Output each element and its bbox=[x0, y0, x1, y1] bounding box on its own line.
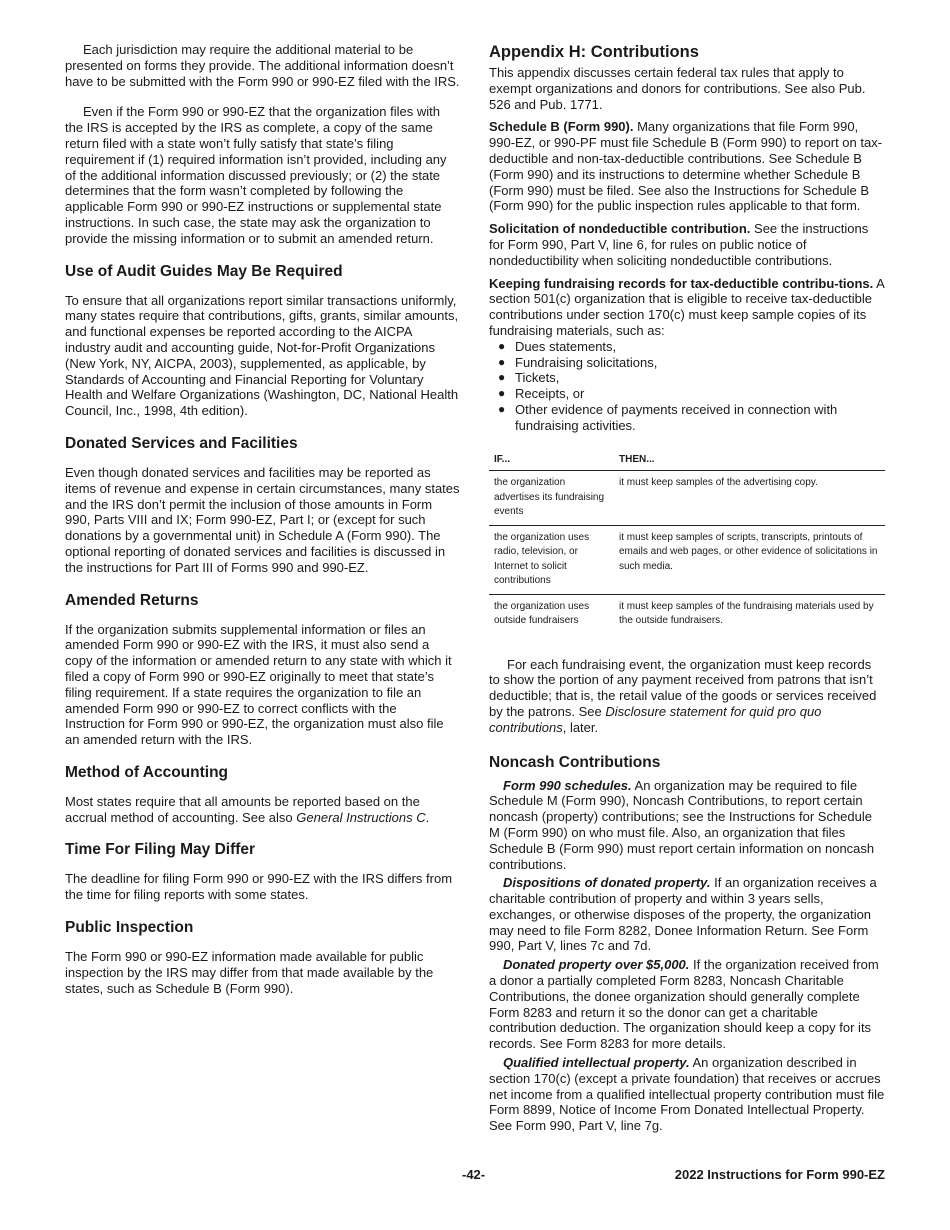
amended-returns-text: If the organization submits supplemental information or files an amended Form 990 or 990-EZ with the IRS, it must also send a copy of the information or amended return to any state with which it filed a copy of Form 990 or 990-EZ originally to meet that state’s filing requirement. If a state requires the organization to file an amended Form 990 or 990-EZ to correct conflicts with the Instruction for Form 990 or 990-EZ, the organization must also file an amended return with the IRS. bbox=[65, 621, 452, 748]
bullet-icon: ● bbox=[498, 401, 506, 416]
keeping-records-paragraph: Keeping fundraising records for tax-deductible contribu-tions. A section 501(c) organization that is eligible to receive tax-deductible contributions under section 170(c) must keep sample copies of its fundraising materials, such as: bbox=[489, 275, 885, 338]
intro-paragraph-1: Each jurisdiction may require the additional material to be presented on forms they provide. The additional information doesn’t have to be submitted with the Form 990 or 990-EZ filed with the IRS. bbox=[65, 42, 460, 89]
fundraising-event-paragraph: For each fundraising event, the organization must keep records to show the portion of any payment received from patrons that isn’t deductible; that is, the retail value of the goods or services received by the patrons. See Disclosure statement for quid pro quo contributions, later. bbox=[489, 656, 877, 735]
list-item: ● Fundraising solicitations, bbox=[498, 354, 658, 370]
donated-services-heading: Donated Services and Facilities bbox=[65, 434, 298, 452]
if-cell: the organization advertises its fundraising events bbox=[489, 471, 614, 526]
then-column-header: THEN... bbox=[614, 453, 885, 471]
donated-property-paragraph: Donated property over $5,000. If the organization received from a donor a partially completed Form 8283, Noncash Charitable Contributions, the donee organization should generally complete Form 8283 and return it so the donor can get a charitable contribution deduction. The organization should keep a copy for its records. See Form 8283 for more details. bbox=[489, 957, 879, 1052]
then-cell: it must keep samples of scripts, transcripts, printouts of emails and web pages, or other evidence of solicitations in such media. bbox=[614, 525, 885, 594]
bullet-icon: ● bbox=[498, 338, 506, 353]
if-cell: the organization uses outside fundraisers bbox=[494, 600, 590, 627]
amended-returns-heading: Amended Returns bbox=[65, 591, 199, 609]
general-instructions-reference: General Instructions C bbox=[296, 809, 426, 825]
solicitation-paragraph: Solicitation of nondeductible contribution. See the instructions for Form 990, Part V, line 6, for rules on public notice of nondeductibility when soliciting nondeductible contributions. bbox=[489, 221, 869, 268]
keeping-records-lead: Keeping fundraising records for tax-deductible contribu-tions. bbox=[489, 275, 874, 291]
intellectual-property-paragraph: Qualified intellectual property. An organization described in section 170(c) (except a private foundation) that receives or accrues net income from a qualified intellectual property contribution must file Form 8899, Notice of Income From Donated Intellectual Property. See Form 990, Part V, line 7g. bbox=[489, 1055, 885, 1134]
time-filing-heading: Time For Filing May Differ bbox=[65, 841, 256, 859]
noncash-contributions-heading: Noncash Contributions bbox=[489, 753, 661, 771]
intellectual-property-lead: Qualified intellectual property. bbox=[503, 1055, 690, 1071]
method-accounting-heading: Method of Accounting bbox=[65, 763, 229, 781]
list-item: ● Dues statements, bbox=[498, 338, 617, 354]
public-inspection-heading: Public Inspection bbox=[65, 919, 194, 937]
audit-guides-heading: Use of Audit Guides May Be Required bbox=[65, 262, 343, 280]
form-990-schedules-paragraph: Form 990 schedules. An organization may be required to file Schedule M (Form 990), Noncash Contributions, to report certain noncash (property) contributions; see the Instructions for Schedule M (Form 990) on who must file. Also, an organization that files Schedule B (Form 990) must report certain information on noncash contributions. bbox=[489, 777, 875, 872]
bullet-icon: ● bbox=[498, 370, 506, 385]
schedule-b-paragraph: Schedule B (Form 990). Many organizations that file Form 990, 990-EZ, or 990-PF must file Schedule B (Form 990) to report on tax-deductible and non-tax-deductible contributions. See Schedule B (Form 990) and its instructions to determine whether Schedule B (Form 990) must be filed. See also the Instructions for Schedule B (Form 990) for the public inspection rules applicable to that form. bbox=[489, 119, 883, 214]
schedule-b-lead: Schedule B (Form 990). bbox=[489, 119, 634, 135]
document-title: 2022 Instructions for Form 990-EZ bbox=[674, 1167, 885, 1182]
appendix-title: Appendix H: Contributions bbox=[489, 43, 699, 61]
bullet-icon: ● bbox=[498, 386, 506, 401]
list-item: ● Other evidence of payments received in connection with fundraising activities. bbox=[498, 401, 838, 433]
dispositions-paragraph: Dispositions of donated property. If an organization receives a charitable contribution of property and within 3 years sells, exchanges, or otherwise disposes of the property, the organization may need to file Form 8282, Donee Information Return. See Form 990, Part V, lines 7c and 7d. bbox=[489, 875, 877, 954]
list-item: ● Tickets, bbox=[498, 370, 560, 386]
donated-property-lead: Donated property over $5,000. bbox=[503, 957, 690, 973]
table-header-row bbox=[489, 453, 885, 471]
table-row bbox=[489, 525, 885, 594]
public-inspection-text: The Form 990 or 990-EZ information made available for public inspection by the IRS may differ from that made available by the states, such as Schedule B (Form 990). bbox=[65, 949, 434, 996]
audit-guides-text: To ensure that all organizations report similar transactions uniformly, many states require that contributions, gifts, grants, similar amounts, and functional expenses be reported according to the AICPA industry audit and accounting guide, Not-for-Profit Organizations (New York, NY, AICPA, 2003), supplemented, as applicable, by Standards of Accounting and Financial Reporting for Voluntary Health and Welfare Organizations (Washington, DC, National Health Council, Inc., 1998, 4th edition). bbox=[65, 292, 459, 419]
time-filing-text: The deadline for filing Form 990 or 990-EZ with the IRS differs from the time for filing reports with some states. bbox=[65, 871, 453, 903]
fundraising-materials-list bbox=[489, 339, 885, 434]
intro-paragraph-2: Even if the Form 990 or 990-EZ that the organization files with the IRS is accepted by the IRS as complete, a copy of the same return filed with a state won’t fully satisfy that state’s filing requirement if (1) required information isn’t provided, including any of the additional information discussed previously; or (2) the state determines that the form wasn’t completed by following the applicable Form 990 or 990-EZ instructions or supplemental state instructions. In such case, the state may ask the organization to provide the missing information or to submit an amended return. bbox=[65, 104, 447, 246]
right-column bbox=[489, 42, 885, 1137]
dispositions-lead: Dispositions of donated property. bbox=[503, 875, 711, 891]
donated-services-text: Even though donated services and facilities may be reported as items of revenue and expense in certain circumstances, many states and the IRS don’t permit the inclusion of those amounts in Form 990, Parts VIII and IX; Form 990-EZ, Part I; or (except for such donations by a governmental unit) in Schedule A (Form 990). The optional reporting of donated services and facilities is discussed in the instructions for Part III of Forms 990 and 990-EZ. bbox=[65, 464, 460, 575]
list-item: ● Receipts, or bbox=[498, 386, 585, 402]
page-number: -42- bbox=[462, 1167, 486, 1182]
if-column-header: IF... bbox=[489, 453, 614, 471]
bullet-icon: ● bbox=[498, 354, 506, 369]
solicitation-lead: Solicitation of nondeductible contribution. bbox=[489, 221, 751, 237]
left-column bbox=[65, 42, 460, 996]
if-cell: the organization uses radio, television, or Internet to solicit contributions bbox=[489, 525, 614, 594]
table-row bbox=[489, 471, 885, 526]
then-cell: it must keep samples of the advertising copy. bbox=[614, 471, 885, 526]
table-row bbox=[489, 594, 885, 634]
if-then-table bbox=[489, 453, 885, 634]
appendix-intro: This appendix discusses certain federal tax rules that apply to exempt organizations and donors for contributions. See also Pub. 526 and Pub. 1771. bbox=[489, 65, 866, 112]
disclosure-statement-reference: Disclosure statement for quid pro quo contributions bbox=[489, 703, 822, 735]
form-990-schedules-lead: Form 990 schedules. bbox=[503, 777, 632, 793]
then-cell: it must keep samples of the fundraising materials used by the outside fundraisers. bbox=[619, 600, 874, 627]
method-accounting-text: Most states require that all amounts be reported based on the accrual method of accounting. See also General Instructions C. bbox=[65, 793, 430, 825]
